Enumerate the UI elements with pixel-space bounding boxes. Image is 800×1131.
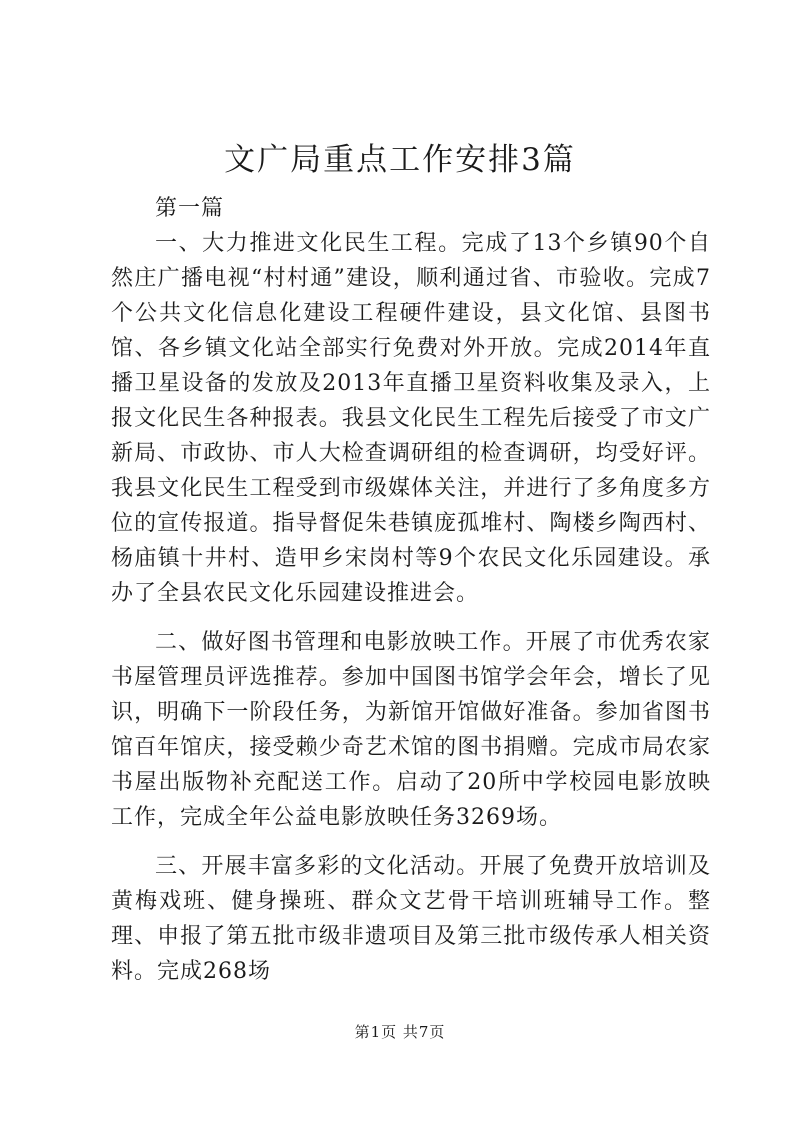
- page-footer: 第1页 共7页: [354, 1023, 446, 1041]
- paragraph-2: 二、做好图书管理和电影放映工作。开展了市优秀农家书屋管理员评选推荐。参加中国图书馆学会年会，增长了见识，明确下一阶段任务，为新馆开馆做好准备。参加省图书馆百年馆庆，接受赖少奇艺术馆的图书捐赠。完成市局农家书屋出版物补充配送工作。启动了20所中学校园电影放映工作，完成全年公益电影放映任务3269场。: [111, 630, 711, 830]
- paragraph-1: 一、大力推进文化民生工程。完成了13个乡镇90个自然庄广播电视“村村通”建设，顺利通过省、市验收。完成7个公共文化信息化建设工程硬件建设，县文化馆、县图书馆、各乡镇文化站全部实行免费对外开放。完成2014年直播卫星设备的发放及2013年直播卫星资料收集及录入，上报文化民生各种报表。我县文化民生工程先后接受了市文广新局、市政协、市人大检查调研组的检查调研，均受好评。我县文化民生工程受到市级媒体关注，并进行了多角度多方位的宣传报道。指导督促朱巷镇庞孤堆村、陶楼乡陶西村、杨庙镇十井村、造甲乡宋岗村等9个农民文化乐园建设。承办了全县农民文化乐园建设推进会。: [111, 231, 711, 606]
- document-title: 文广局重点工作安排3篇: [224, 142, 576, 178]
- paragraph-3: 三、开展丰富多彩的文化活动。开展了免费开放培训及黄梅戏班、健身操班、群众文艺骨干培训班辅导工作。整理、申报了第五批市级非遗项目及第三批市级传承人相关资料。完成268场: [111, 854, 711, 984]
- section-label: 第一篇: [155, 196, 225, 221]
- document-body: [111, 191, 711, 989]
